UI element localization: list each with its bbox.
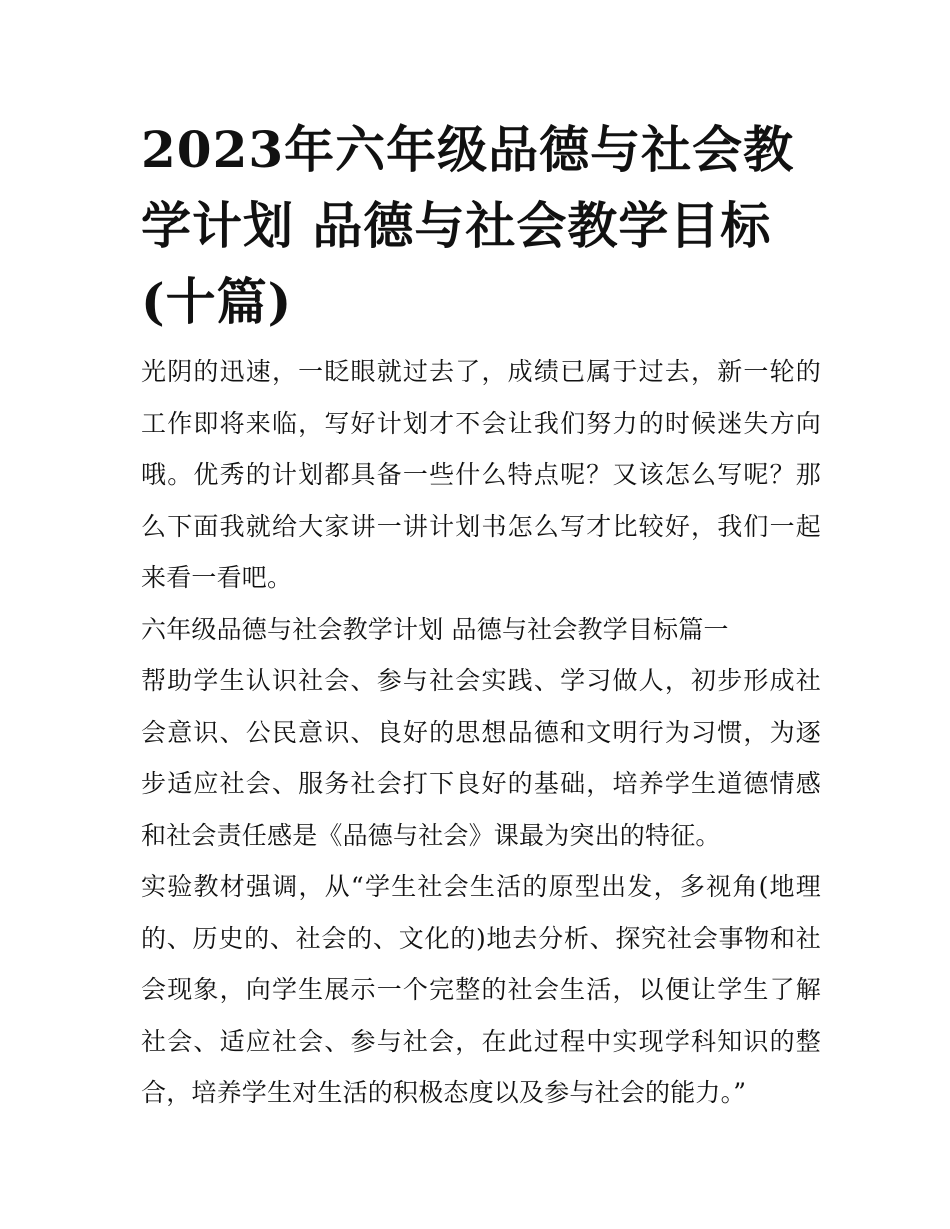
- body-paragraph: 帮助学生认识社会、参与社会实践、学习做人，初步形成社会意识、公民意识、良好的思想品德和文明行为习惯，为逐步适应社会、服务社会打下良好的基础，培养学生道德情感和社会责任感是《品德与社会》课最为突出的特征。: [141, 666, 821, 850]
- body-paragraph: 实验教材强调，从“学生社会生活的原型出发，多视角(地理的、历史的、社会的、文化的)地去分析、探究社会事物和社会现象，向学生展示一个完整的社会生活，以便让学生了解社会、适应社会、参与社会，在此过程中实现学科知识的整合，培养学生对生活的积极态度以及参与社会的能力。”: [141, 872, 821, 1107]
- document-title: 2023年六年级品德与社会教学计划 品德与社会教学目标(十篇): [141, 120, 795, 331]
- section-heading: 六年级品德与社会教学计划 品德与社会教学目标篇一: [141, 614, 729, 644]
- document-page: [141, 112, 821, 1119]
- intro-paragraph: 光阴的迅速，一眨眼就过去了，成绩已属于过去，新一轮的工作即将来临，写好计划才不会让我们努力的时候迷失方向哦。优秀的计划都具备一些什么特点呢？又该怎么写呢？那么下面我就给大家讲一讲计划书怎么写才比较好，我们一起来看一看吧。: [141, 357, 821, 592]
